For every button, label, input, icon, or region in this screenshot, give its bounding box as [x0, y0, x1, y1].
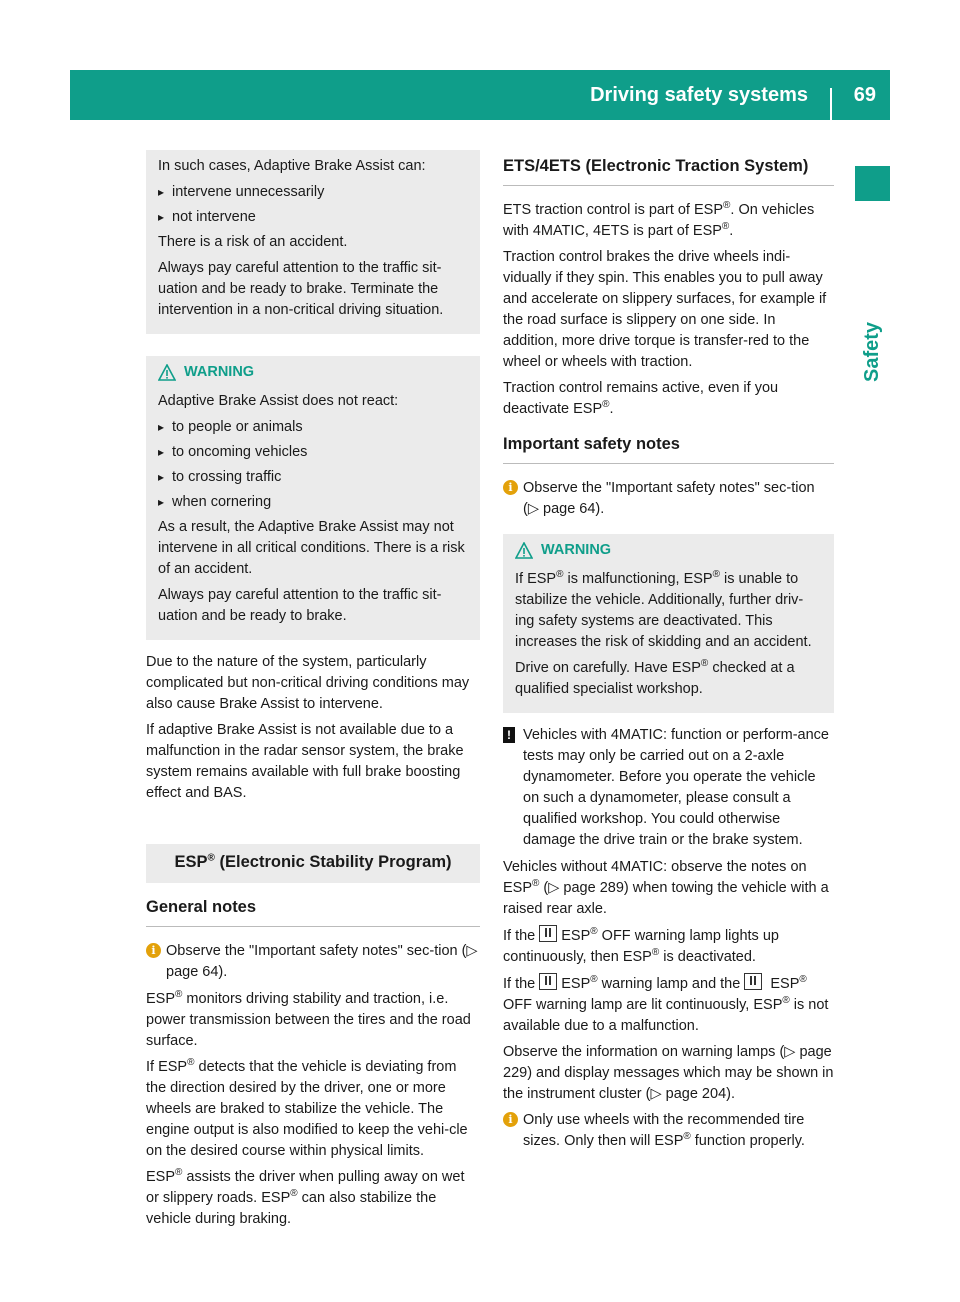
bullet-item: ▸ to oncoming vehicles [158, 442, 468, 463]
info-icon: i [146, 943, 161, 958]
warning-header [515, 540, 822, 561]
warning-text: If ESP® is malfunctioning, ESP® is unable to stabilize the vehicle. Additionally, further driv-ing safety systems are deactivated. This increases the risk of skidding and an accident. [515, 569, 812, 650]
warning-box [503, 534, 834, 713]
warning-box [146, 356, 480, 640]
warning-title: WARNING [541, 542, 612, 558]
warning-intro: Adaptive Brake Assist does not react: [158, 393, 399, 409]
paragraph: Traction control brakes the drive wheels indi-vidually if they spin. This enables you to pull away and accelerate on slippery surfaces, for example if the road surface is slippery on one side. In addition, more drive torque is transfer-red to the wheel or wheels with traction. [503, 249, 827, 370]
continuation-box [146, 150, 480, 334]
paragraph: Observe the information on warning lamps (▷ page 229) and display messages which may be shown in the instrument cluster (▷ page 204). [503, 1044, 834, 1102]
bullet-item: ▸ to people or animals [158, 417, 468, 438]
bullet-item: ▸ to crossing traffic [158, 467, 468, 488]
right-column [503, 150, 834, 1158]
paragraph: Traction control remains active, even if you deactivate ESP®. [503, 380, 779, 417]
warning-triangle-icon [158, 364, 176, 381]
paragraph: ESP® assists the driver when pulling away on wet or slippery roads. ESP® can also stabilize the vehicle during braking. [146, 1167, 465, 1227]
info-note: i Observe the "Important safety notes" sec-tion (▷ page 64). [146, 941, 480, 983]
warning-result: As a result, the Adaptive Brake Assist may not intervene in all critical conditions. There is a risk of an accident. [158, 519, 465, 577]
general-notes-heading: General notes [146, 897, 480, 927]
box-bullets [158, 182, 468, 228]
esp-warning-lamp-icon [539, 973, 557, 990]
paragraph: ESP® monitors driving stability and traction, i.e. power transmission between the tires and the road surface. [146, 989, 471, 1049]
warning-bullets [158, 417, 468, 513]
left-column [146, 150, 480, 1235]
important-safety-heading: Important safety notes [503, 434, 834, 464]
info-note: i Only use wheels with the recommended tire sizes. Only then will ESP® function properly. [503, 1110, 834, 1152]
paragraph: ETS traction control is part of ESP®. On vehicles with 4MATIC, 4ETS is part of ESP®. [503, 200, 815, 239]
paragraph: If ESP® detects that the vehicle is deviating from the direction desired by the driver, one or more wheels are braked to stabilize the vehicle. The engine output is also modified to keep the vehi-cle on the desired course within physical limits. [146, 1057, 468, 1159]
ets-heading: ETS/4ETS (Electronic Traction System) [503, 156, 834, 186]
esp-off-lamp-icon [539, 925, 557, 942]
page-section-title: Driving safety systems [590, 84, 808, 106]
box-intro: In such cases, Adaptive Brake Assist can: [158, 158, 426, 174]
bullet-item: ▸ when cornering [158, 492, 468, 513]
warning-header [158, 362, 468, 383]
info-note: i Observe the "Important safety notes" sec-tion (▷ page 64). [503, 478, 834, 520]
esp-section-heading: ESP® (Electronic Stability Program) [146, 844, 480, 883]
paragraph: If the ESP® warning lamp and the ESP® OFF warning lamp are lit continuously, ESP® is not available due to a malfunction. [503, 974, 829, 1034]
info-icon: i [503, 1112, 518, 1127]
bullet-item: ▸ intervene unnecessarily [158, 182, 468, 203]
bullet-item: ▸ not intervene [158, 207, 468, 228]
caution-note: ! Vehicles with 4MATIC: function or perform-ance tests may only be carried out on a 2-axle dynamometer. Before you operate the vehicle on such a dynamometer, please consult a qualified workshop. You could otherwise damage the drive train or the brake system. [503, 725, 834, 851]
side-tab-marker [855, 166, 890, 201]
box-advice: Always pay careful attention to the traffic sit-uation and be ready to brake. Terminate the intervention in a non-critical driving situation. [158, 260, 444, 318]
header-bar [70, 70, 890, 120]
warning-title: WARNING [184, 364, 255, 380]
paragraph: If the ESP® OFF warning lamp lights up continuously, then ESP® is deactivated. [503, 926, 779, 965]
paragraph: If adaptive Brake Assist is not available due to a malfunction in the radar sensor system, the brake system remains available with full brake boosting effect and BAS. [146, 722, 464, 801]
header-divider [830, 88, 832, 120]
exclamation-icon: ! [503, 727, 515, 743]
warning-advice: Always pay careful attention to the traffic sit-uation and be ready to brake. [158, 587, 442, 624]
page-number: 69 [853, 84, 876, 106]
paragraph: Due to the nature of the system, particularly complicated but non-critical driving conditions may also cause Brake Assist to intervene. [146, 654, 470, 712]
esp-off-lamp-icon [744, 973, 762, 990]
side-tab-label: Safety [861, 321, 883, 382]
warning-triangle-icon [515, 542, 533, 559]
warning-text: Drive on carefully. Have ESP® checked at a qualified specialist workshop. [515, 658, 795, 697]
paragraph: Vehicles without 4MATIC: observe the notes on ESP® (▷ page 289) when towing the vehicle with a raised rear axle. [503, 859, 829, 917]
info-icon: i [503, 480, 518, 495]
box-risk: There is a risk of an accident. [158, 234, 348, 250]
